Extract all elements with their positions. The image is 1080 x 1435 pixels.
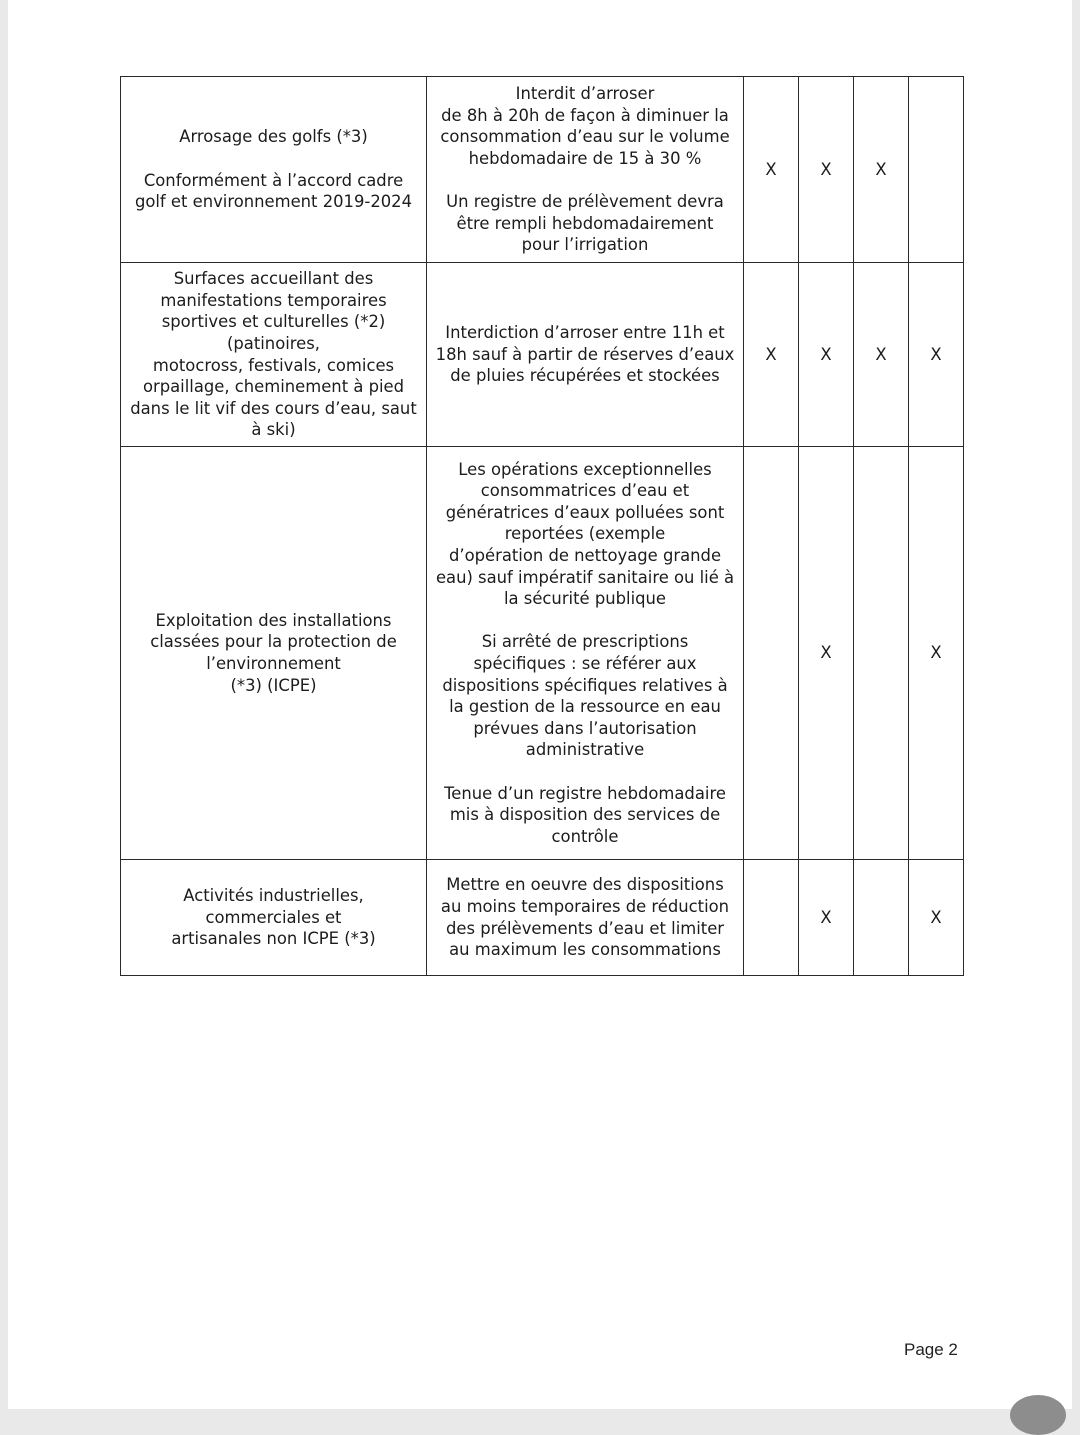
activity-cell: Activités industrielles, commerciales et artisanales non ICPE (*3) <box>121 860 427 976</box>
level-mark-cell: X <box>909 860 964 976</box>
measure-cell: Les opérations exceptionnelles consommatrices d’eau et génératrices d’eaux polluées sont reportées (exemple d’opération de nettoyage grande eau) sauf impératif sanitaire ou lié à la sécurité publique Si arrêté de prescriptions spécifiques : se référer aux dispositions spécifiques relatives à la gestion de la ressource en eau prévues dans l’autorisation administrative Tenue d’un registre hebdomadaire mis à disposition des services de contrôle <box>427 447 744 860</box>
page-number: Page 2 <box>904 1340 958 1359</box>
level-mark-cell: X <box>854 77 909 263</box>
level-mark-cell: X <box>799 860 854 976</box>
activity-cell: Exploitation des installations classées pour la protection de l’environnement (*3) (ICPE) <box>121 447 427 860</box>
level-mark-cell <box>854 860 909 976</box>
level-mark-cell <box>854 447 909 860</box>
level-mark-cell: X <box>799 447 854 860</box>
level-mark-cell: X <box>909 263 964 447</box>
restrictions-table <box>120 76 964 976</box>
level-mark-cell: X <box>799 263 854 447</box>
activity-cell: Arrosage des golfs (*3) Conformément à l’accord cadre golf et environnement 2019-2024 <box>121 77 427 263</box>
level-mark-cell: X <box>744 263 799 447</box>
floating-action-button[interactable] <box>1010 1395 1066 1435</box>
measure-cell: Mettre en oeuvre des dispositions au moins temporaires de réduction des prélèvements d’eau et limiter au maximum les consommations <box>427 860 744 976</box>
activity-cell: Surfaces accueillant des manifestations temporaires sportives et culturelles (*2) (patinoires, motocross, festivals, comices orpaillage, cheminement à pied dans le lit vif des cours d’eau, saut à ski) <box>121 263 427 447</box>
table-row <box>121 447 964 860</box>
table-row <box>121 77 964 263</box>
table-row <box>121 860 964 976</box>
measure-cell: Interdiction d’arroser entre 11h et 18h sauf à partir de réserves d’eaux de pluies récupérées et stockées <box>427 263 744 447</box>
table-row <box>121 263 964 447</box>
level-mark-cell: X <box>799 77 854 263</box>
measure-cell: Interdit d’arroser de 8h à 20h de façon à diminuer la consommation d’eau sur le volume hebdomadaire de 15 à 30 % Un registre de prélèvement devra être rempli hebdomadairement pour l’irrigation <box>427 77 744 263</box>
level-mark-cell: X <box>909 447 964 860</box>
level-mark-cell: X <box>854 263 909 447</box>
level-mark-cell: X <box>744 77 799 263</box>
level-mark-cell <box>909 77 964 263</box>
level-mark-cell <box>744 447 799 860</box>
level-mark-cell <box>744 860 799 976</box>
